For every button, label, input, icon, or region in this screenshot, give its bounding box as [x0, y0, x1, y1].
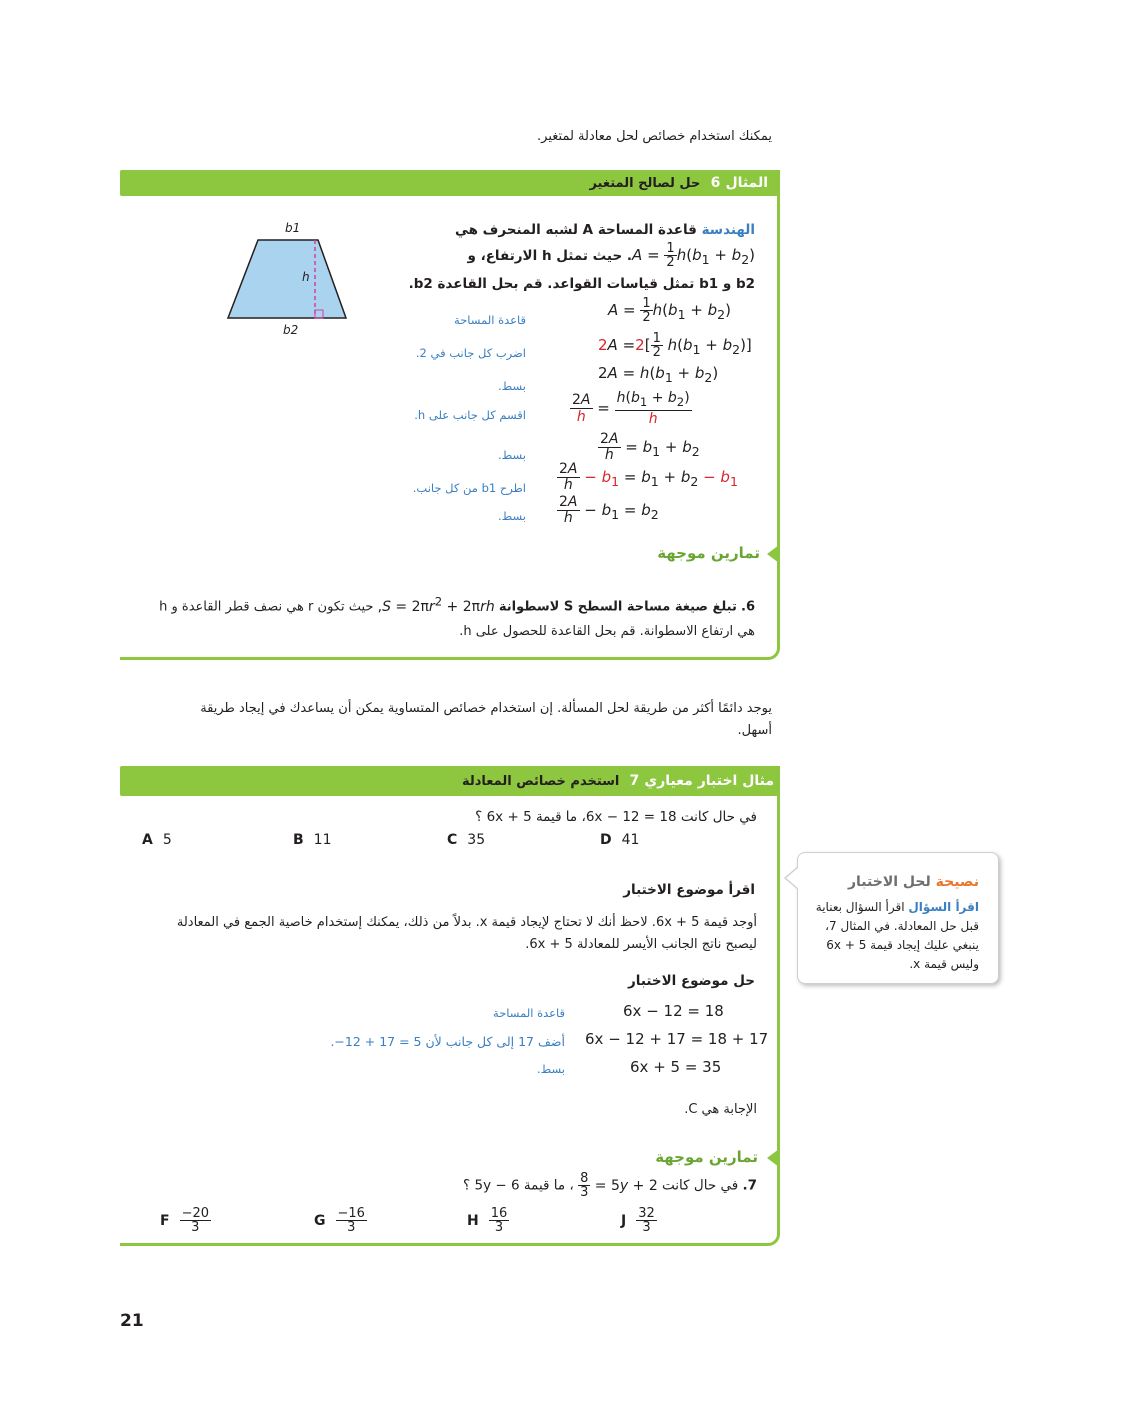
guided-arrow-6 [767, 545, 779, 563]
example-6-title: حل لصالح المتغير [589, 176, 701, 191]
example-7-question: في حال كانت 18 = 12 − 6x، ما قيمة 5 + 6x ؟ [475, 809, 757, 825]
guided-title-6: تمارين موجهة [657, 544, 760, 562]
example-7-number: 7 [629, 773, 640, 789]
trapezoid-shape [228, 240, 346, 318]
example-7-heading [462, 768, 774, 795]
math-step-4: $\frac{2A}{h}$ = $\frac{h(b_1 + b_2)}{h}$ [572, 390, 690, 427]
solve-note-1: قاعدة المساحة [493, 1006, 565, 1020]
answer-text: الإجابة هي C. [684, 1102, 757, 1117]
note-step-4: اقسم كل جانب على h. [414, 408, 526, 422]
choice-f: F $\frac{-20}{3}$ [160, 1206, 210, 1235]
example-6-heading [589, 170, 768, 197]
note-step-3: بسط. [497, 379, 526, 393]
exercise-7-number: 7. [742, 1177, 757, 1194]
statement-line2: حيث تمثل h الارتفاع، و [467, 248, 623, 264]
tip-arrow [786, 867, 799, 889]
exercise-6-line1a: تبلغ صيغة مساحة السطح S لاسطوانة [498, 599, 737, 615]
tip-body-text: اقرأ السؤال بعناية قبل حل المعادلة. في المثال 7، ينبغي عليك إيجاد قيمة 5 + 6x وليس قيمة x. [815, 900, 979, 971]
example-6-number: 6 [710, 175, 721, 191]
exercise-6 [135, 589, 755, 644]
choice-j: J $\frac{32}{3}$ [621, 1206, 655, 1235]
exercise-6-line2: هي ارتفاع الاسطوانة. قم بحل القاعدة للحصول على h. [459, 623, 755, 639]
equation-1: 6x − 12 = 18 [623, 1002, 724, 1020]
page-number: 21 [120, 1311, 144, 1331]
guided-title-7: تمارين موجهة [655, 1148, 758, 1166]
trap-b1-label: b1 [285, 221, 301, 235]
tip-title-b: لحل الاختبار [847, 874, 931, 890]
exercise-7-equation: 5y + 2 = $\frac{8}{3}$ [580, 1171, 658, 1200]
choice-c: C 35 [447, 832, 486, 848]
equation-2: 6x − 12 + 17 = 18 + 17 [585, 1030, 769, 1048]
choice-g: G $\frac{-16}{3}$ [314, 1206, 365, 1235]
statement-line1: قاعدة المساحة A لشبه المنحرف هي [454, 222, 697, 238]
math-step-1: A = $\frac{1}{2}$ $h(b_1 + b_2)$ [608, 296, 731, 325]
read-body: أوجد قيمة 5 + 6x. لاحظ أنك لا تحتاج لإيجاد قيمة x. بدلاً من ذلك، يمكنك إستخدام خاصية الجمع في المعادلة ليصبح ناتج الجانب الأيسر للمعادلة 5 + 6x. [176, 915, 757, 952]
note-step-5: بسط. [497, 448, 526, 462]
math-step-5: $\frac{2A}{h}$ = $b_1 + b_2$ [600, 431, 700, 463]
choice-b: B 11 [293, 832, 332, 848]
intro-text: يمكنك استخدام خصائص لحل معادلة لمتغير. [537, 129, 772, 144]
solve-heading: حل موضوع الاختبار [627, 973, 755, 989]
trap-b2-label: b2 [283, 323, 299, 337]
tip-title [848, 874, 979, 890]
exercise-6-line1b: حيث تكون r هي نصف قطر القاعدة و h [159, 599, 374, 615]
math-step-6: $\frac{2A}{h}$ − $b_1 = b_1 + b_2 - b_1$ [559, 461, 738, 493]
note-step-2: اضرب كل جانب في 2. [415, 346, 526, 360]
choice-a: A 5 [142, 832, 172, 848]
geometry-word: الهندسة [701, 222, 755, 238]
guided-arrow-7 [767, 1149, 779, 1167]
exercise-7-text-a: في حال كانت [662, 1177, 739, 1194]
tip-title-a: نصيحة [935, 874, 979, 890]
math-step-2: 2A =2[ $\frac{1}{2}$ $h(b_1 + b_2)$] [598, 331, 752, 360]
middle-paragraph: يوجد دائمًا أكثر من طريقة لحل المسألة. إن استخدام خصائص المتساوية يمكن أن يساعدك في إيجاد طريقة أسهل. [200, 701, 772, 738]
math-step-3: $2A = h(b_1 + b_2)$ [598, 364, 719, 385]
example-6-label: المثال [725, 175, 768, 191]
statement-line3: b2 و b1 تمثل قياسات القواعد. قم بحل القاعدة b2. [408, 276, 755, 292]
example-7-title: استخدم خصائص المعادلة [461, 774, 620, 789]
solve-note-3: بسط. [536, 1062, 565, 1076]
math-step-7: $\frac{2A}{h}$ − $b_1 = b_2$ [559, 494, 659, 526]
example-6-statement: الهندسة قاعدة المساحة A لشبه المنحرف هي A = $\frac{1}{2}$ $h(b_1 + b_2)$. حيث تمثل h الارتفاع، و b2 و b1 تمثل قياسات القواعد. قم بحل القاعدة b2. [395, 218, 755, 296]
note-step-7: بسط. [497, 509, 526, 523]
surface-area-formula: $S = 2\pi r^2 + 2\pi rh$, [377, 594, 495, 615]
solve-note-2: أضف 17 إلى كل جانب لأن 5 = 17 + 12−. [330, 1034, 565, 1049]
trap-h-label: h [302, 270, 310, 284]
exercise-7 [463, 1172, 757, 1199]
exercise-6-number: 6. [741, 599, 755, 615]
note-step-1: قاعدة المساحة [454, 313, 526, 327]
area-formula: A = $\frac{1}{2}$ $h(b_1 + b_2)$ [632, 241, 755, 270]
choice-d: D 41 [600, 832, 640, 848]
tip-subtitle: اقرأ السؤال [908, 900, 979, 914]
equation-3: 6x + 5 = 35 [630, 1058, 722, 1076]
read-heading: اقرأ موضوع الاختبار [623, 882, 755, 898]
note-step-6: اطرح b1 من كل جانب. [412, 481, 526, 495]
choice-h: H $\frac{16}{3}$ [467, 1206, 508, 1235]
exercise-7-text-b: ، ما قيمة 6 − 5y ؟ [463, 1177, 574, 1194]
tip-body [804, 898, 979, 974]
example-7-label: مثال اختبار معياري [644, 773, 774, 789]
